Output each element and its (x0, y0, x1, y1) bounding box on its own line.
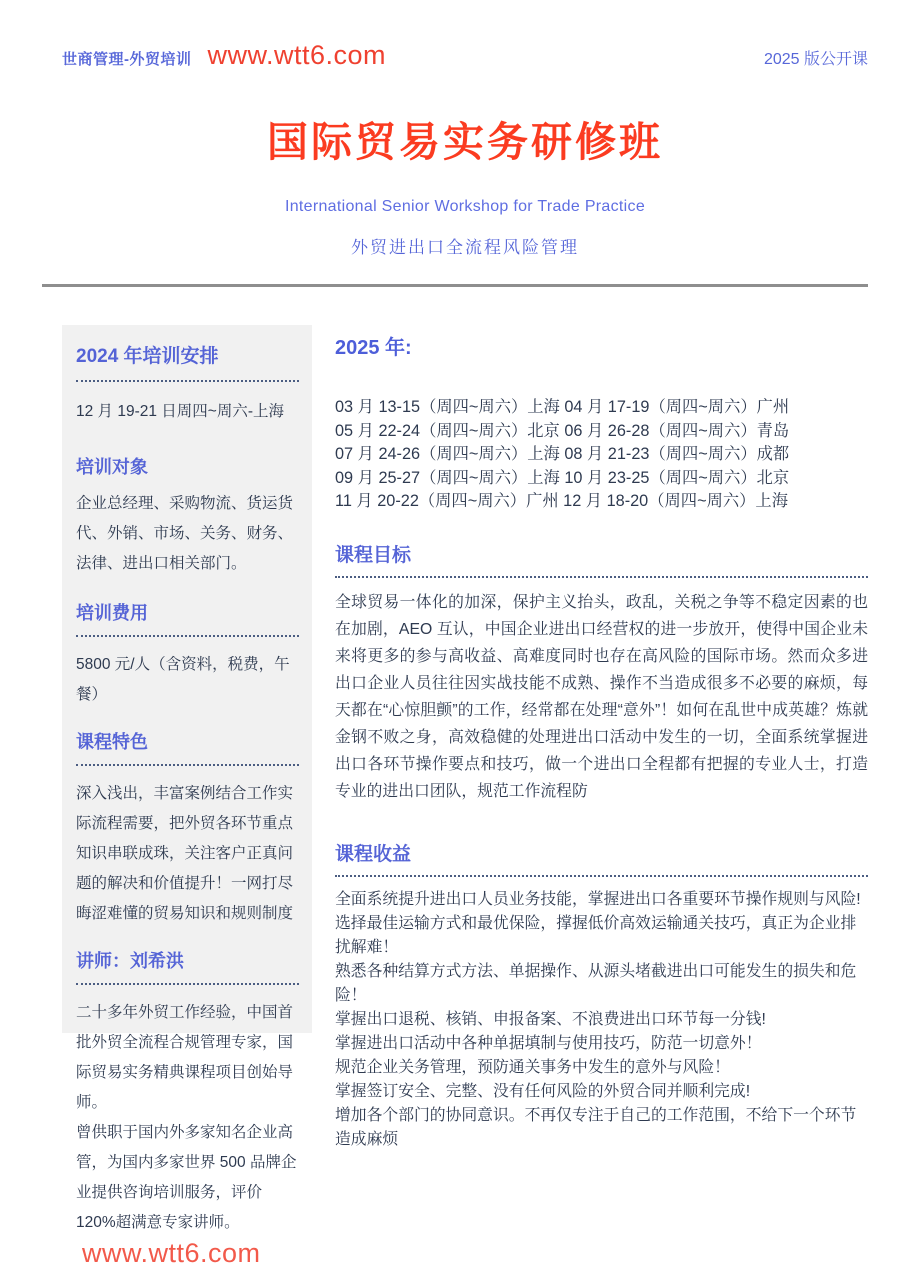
benefit-item: 规范企业关务管理，预防通关事务中发生的意外与风险！ (335, 1058, 730, 1076)
sidebar-heading-lecturer: 讲师：刘希洪 (76, 951, 184, 971)
schedule-row: 05 月 22-24（周四~周六）北京 06 月 26-28（周四~周六）青岛 (335, 421, 790, 440)
schedule-2025-list (335, 396, 868, 514)
sidebar-heading-features: 课程特色 (76, 732, 148, 752)
benefit-item: 掌握签订安全、完整、没有任何风险的外贸合同并顺利完成! (335, 1082, 751, 1100)
content-area (62, 325, 868, 1268)
sidebar-audience-body: 企业总经理、采购物流、货运货代、外销、市场、关务、财务、法律、进出口相关部门。 (76, 495, 294, 572)
header-bar (62, 0, 868, 71)
benefits-heading: 课程收益 (335, 843, 412, 865)
benefit-item: 掌握进出口活动中各种单据填制与使用技巧，防范一切意外！ (335, 1034, 762, 1052)
page-title: 国际贸易实务研修班 (267, 119, 663, 165)
dotted-rule (76, 983, 299, 985)
schedule-row: 07 月 24-26（周四~周六）上海 08 月 21-23（周四~周六）成都 (335, 445, 790, 463)
sidebar-lecturer-bio-1: 二十多年外贸工作经验，中国首批外贸全流程合规管理专家，国际贸易实务精典课程项目创始导师。 (76, 1004, 294, 1111)
dotted-rule (76, 635, 299, 637)
schedule-row: 11 月 20-22（周四~周六）广州 12 月 18-20（周四~周六）上海 (335, 492, 788, 510)
objectives-body: 全球贸易一体化的加深，保护主义抬头，政乱，关税之争等不稳定因素的也在加剧，AEO 互认，中国企业进出口经营权的进一步放开，使得中国企业未来将更多的参与高收益、高难度同时也存在高风险的国际市场。然而众多进出口企业人员往往因实战技能不成熟、操作不当造成很多不必要的麻烦，每天都在“心惊胆颤”的工作，经常都在处理“意外”！如何在乱世中成英雄？炼就金钢不败之身，高效稳健的处理进出口活动中发生的一切，全面系统掌握进出口各环节操作要点和技巧，做一个进出口全程都有把握的专业人士，打造专业的进出口团队，规范工作流程防 (335, 593, 868, 800)
sidebar-fee-body: 5800 元/人（含资料，税费，午餐） (76, 656, 290, 703)
sidebar (62, 325, 312, 1268)
benefit-item: 选择最佳运输方式和最优保险，撑握低价高效运输通关技巧，真正为企业排扰解难！ (335, 914, 857, 956)
sidebar-heading-audience: 培训对象 (76, 457, 148, 477)
benefit-item: 全面系统提升进出口人员业务技能，掌握进出口各重要环节操作规则与风险! (335, 890, 861, 908)
benefit-item: 熟悉各种结算方式方法、单据操作、从源头堵截进出口可能发生的损失和危险！ (335, 962, 857, 1004)
dotted-rule (335, 875, 868, 877)
sidebar-lecturer-bio-2: 曾供职于国内外多家知名企业高管，为国内多家世界 500 品牌企业提供咨询培训服务，评价 120%超满意专家讲师。 (76, 1124, 297, 1231)
sidebar-features-body: 深入浅出，丰富案例结合工作实际流程需要，把外贸各环节重点知识串联成珠，关注客户正真问题的解决和价值提升！一网打尽晦涩难懂的贸易知识和规则制度 (76, 785, 294, 922)
sidebar-session-2024: 12 月 19-21 日周四~周六-上海 (76, 403, 285, 420)
schedule-row: 09 月 25-27（周四~周六）上海 10 月 23-25（周四~周六）北京 (335, 468, 790, 487)
schedule-2025-heading: 2025 年: (335, 337, 412, 359)
benefit-item: 掌握出口退税、核销、申报备案、不浪费进出口环节每一分钱! (335, 1010, 766, 1028)
objectives-heading: 课程目标 (335, 544, 412, 566)
schedule-row: 03 月 13-15（周四~周六）上海 04 月 17-19（周四~周六）广州 (335, 398, 790, 416)
sidebar-footer-url[interactable]: www.wtt6.com (82, 1238, 261, 1268)
subtitle-chinese: 外贸进出口全流程风险管理 (351, 238, 579, 257)
brand-label: 世商管理-外贸培训 (62, 51, 192, 68)
sidebar-heading-2024-schedule: 2024 年培训安排 (76, 346, 219, 367)
header-site-url[interactable]: www.wtt6.com (207, 40, 387, 70)
sidebar-heading-fee: 培训费用 (76, 603, 148, 623)
main-column (335, 325, 868, 1148)
edition-label: 2025 版公开课 (763, 51, 868, 68)
benefits-section (335, 839, 868, 1152)
benefit-item: 增加各个部门的协同意识。不再仅专注于自己的工作范围，不给下一个环节造成麻烦 (335, 1106, 857, 1148)
dotted-rule (76, 380, 299, 382)
objectives-section (335, 540, 868, 805)
header-divider (42, 284, 868, 287)
dotted-rule (335, 576, 868, 578)
dotted-rule (76, 764, 299, 766)
subtitle-english: International Senior Workshop for Trade Practice (284, 198, 646, 215)
